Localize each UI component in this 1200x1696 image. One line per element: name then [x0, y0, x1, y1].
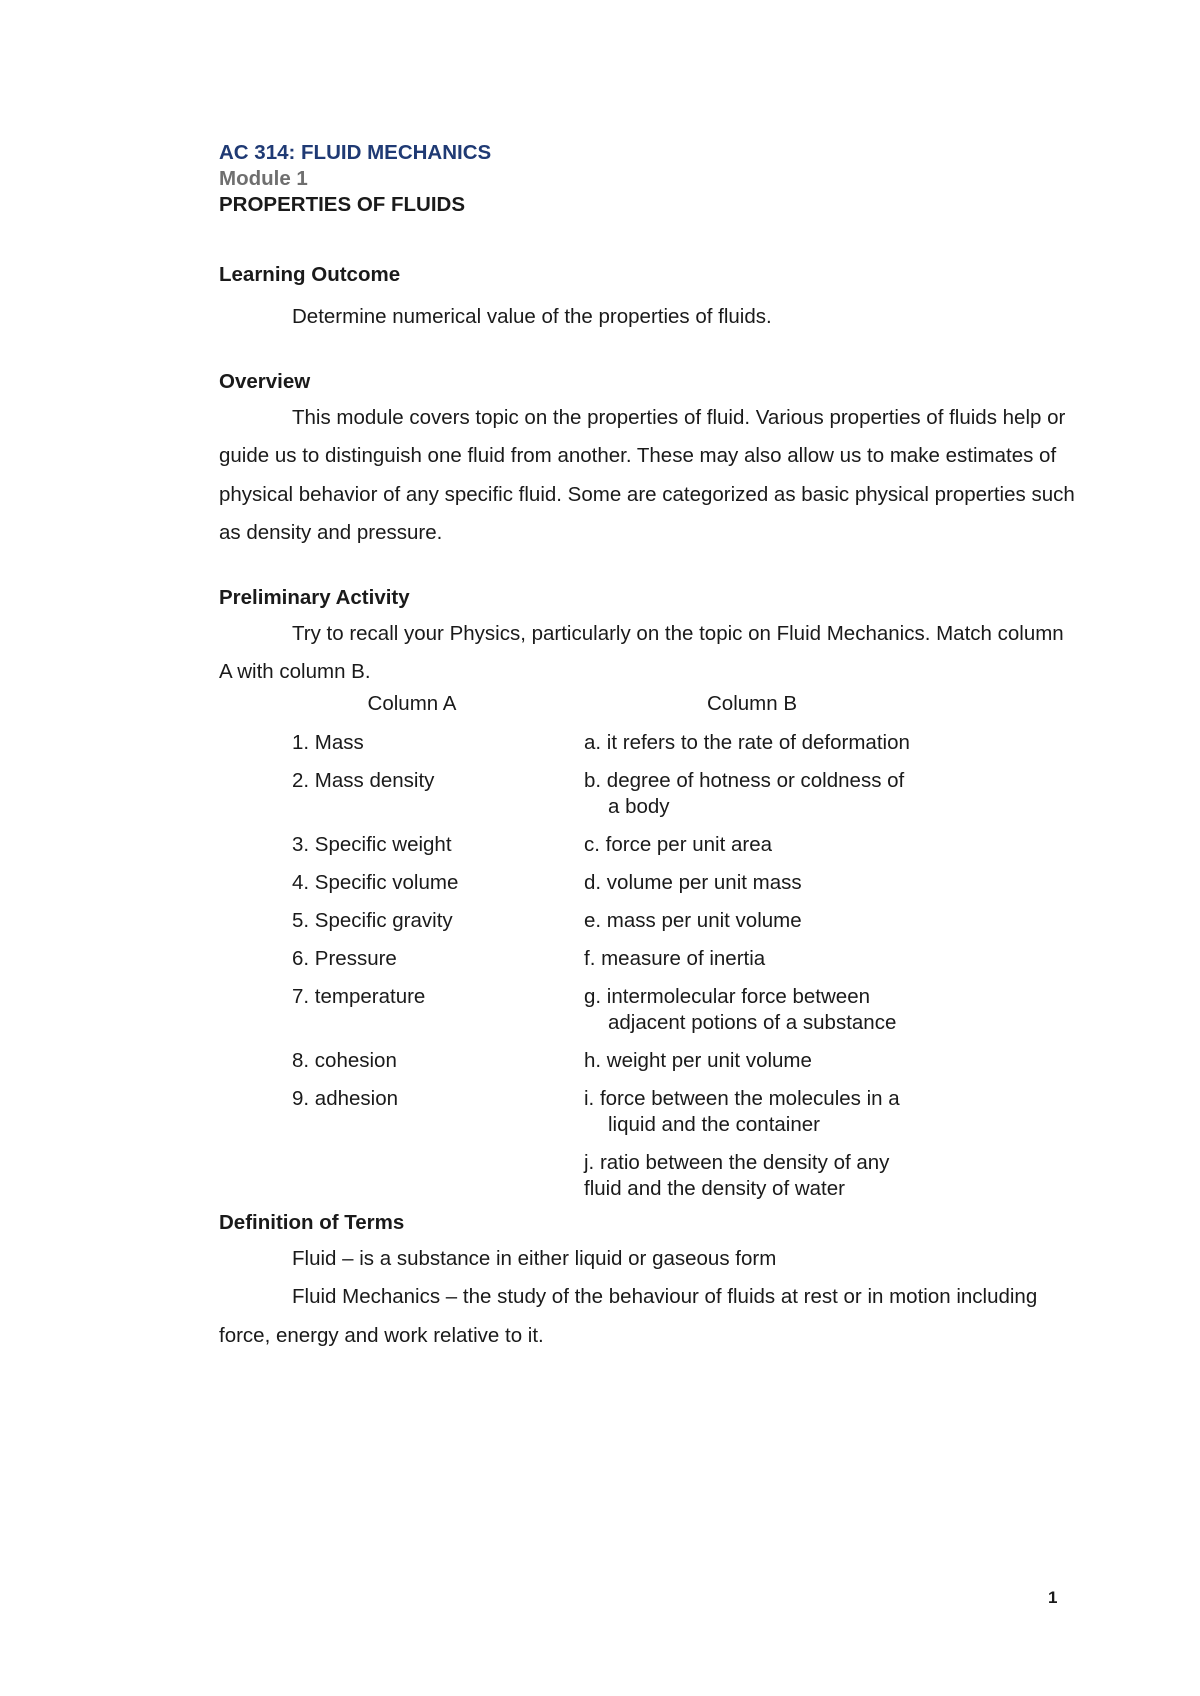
column-b-text: h. weight per unit volume: [584, 1048, 812, 1072]
page-number: 1: [1048, 1588, 1058, 1607]
table-row: [219, 1048, 1079, 1086]
learning-outcome-heading: Learning Outcome: [219, 263, 401, 286]
column-b-item: [584, 984, 944, 1036]
column-b-item: [584, 768, 944, 820]
column-b-text: j. ratio between the density of any: [584, 1150, 890, 1174]
column-a-item: 5. Specific gravity: [292, 908, 453, 932]
table-row: [219, 946, 1079, 984]
column-b-text: g. intermolecular force between: [584, 984, 871, 1008]
matching-table: [219, 692, 1079, 1210]
column-b-item: [584, 1048, 944, 1074]
table-row: [219, 832, 1079, 870]
column-b-item: [584, 1086, 944, 1138]
column-a-item: 2. Mass density: [292, 768, 435, 792]
column-b-text: a. it refers to the rate of deformation: [584, 730, 910, 754]
table-row: [219, 870, 1079, 908]
module-label: Module 1: [219, 167, 308, 190]
column-a-item: 6. Pressure: [292, 946, 397, 970]
overview-heading: Overview: [219, 369, 311, 393]
document-page: [219, 140, 1079, 1355]
column-a-item: 1. Mass: [292, 730, 364, 754]
topic-title: PROPERTIES OF FLUIDS: [219, 193, 466, 216]
column-a-header: Column A: [367, 691, 457, 715]
column-a-item: 9. adhesion: [292, 1086, 399, 1110]
column-b-item: [584, 870, 944, 896]
definition-fluid-mechanics: Fluid Mechanics – the study of the behaviour of fluids at rest or in motion including force, energy and work relative to it.: [219, 1285, 1038, 1347]
column-b-text-continued: a body: [608, 794, 670, 818]
column-a-item: 4. Specific volume: [292, 870, 459, 894]
column-b-text-continued: liquid and the container: [608, 1112, 820, 1136]
preliminary-activity-text: Try to recall your Physics, particularly on the topic on Fluid Mechanics. Match column A with column B.: [219, 621, 1064, 683]
course-title: AC 314: FLUID MECHANICS: [219, 141, 492, 164]
column-b-item: [584, 946, 944, 972]
column-b-item: [584, 1150, 944, 1202]
column-a-item: 7. temperature: [292, 984, 426, 1008]
column-b-item: [584, 908, 944, 934]
table-row: [219, 1150, 1079, 1210]
column-b-text: e. mass per unit volume: [584, 908, 802, 932]
learning-outcome-text: Determine numerical value of the properties of fluids.: [292, 305, 772, 328]
definition-fluid: Fluid – is a substance in either liquid or gaseous form: [292, 1246, 777, 1270]
column-b-text: f. measure of inertia: [584, 946, 766, 970]
table-row: [219, 768, 1079, 832]
overview-text: This module covers topic on the properties of fluid. Various properties of fluids help or guide us to distinguish one fluid from another. These may also allow us to make estimates of physical behavior of any specific fluid. Some are categorized as basic physical properties such as density and pressure.: [219, 405, 1075, 544]
table-row: [219, 730, 1079, 768]
column-b-header: Column B: [706, 691, 797, 715]
column-b-text: c. force per unit area: [584, 832, 773, 856]
column-a-item: 3. Specific weight: [292, 832, 452, 856]
table-row: [219, 984, 1079, 1048]
column-b-text: b. degree of hotness or coldness of: [584, 768, 905, 792]
column-b-text-continued: fluid and the density of water: [584, 1176, 845, 1200]
table-row: [219, 1086, 1079, 1150]
table-row: [219, 908, 1079, 946]
definition-of-terms-heading: Definition of Terms: [219, 1210, 405, 1234]
column-b-item: [584, 730, 944, 756]
column-b-item: [584, 832, 944, 858]
matching-table-header: [219, 692, 1079, 730]
column-b-text-continued: adjacent potions of a substance: [608, 1010, 897, 1034]
column-a-item: 8. cohesion: [292, 1048, 397, 1072]
column-b-text: d. volume per unit mass: [584, 870, 802, 894]
column-b-text: i. force between the molecules in a: [584, 1086, 900, 1110]
preliminary-activity-heading: Preliminary Activity: [219, 585, 410, 609]
